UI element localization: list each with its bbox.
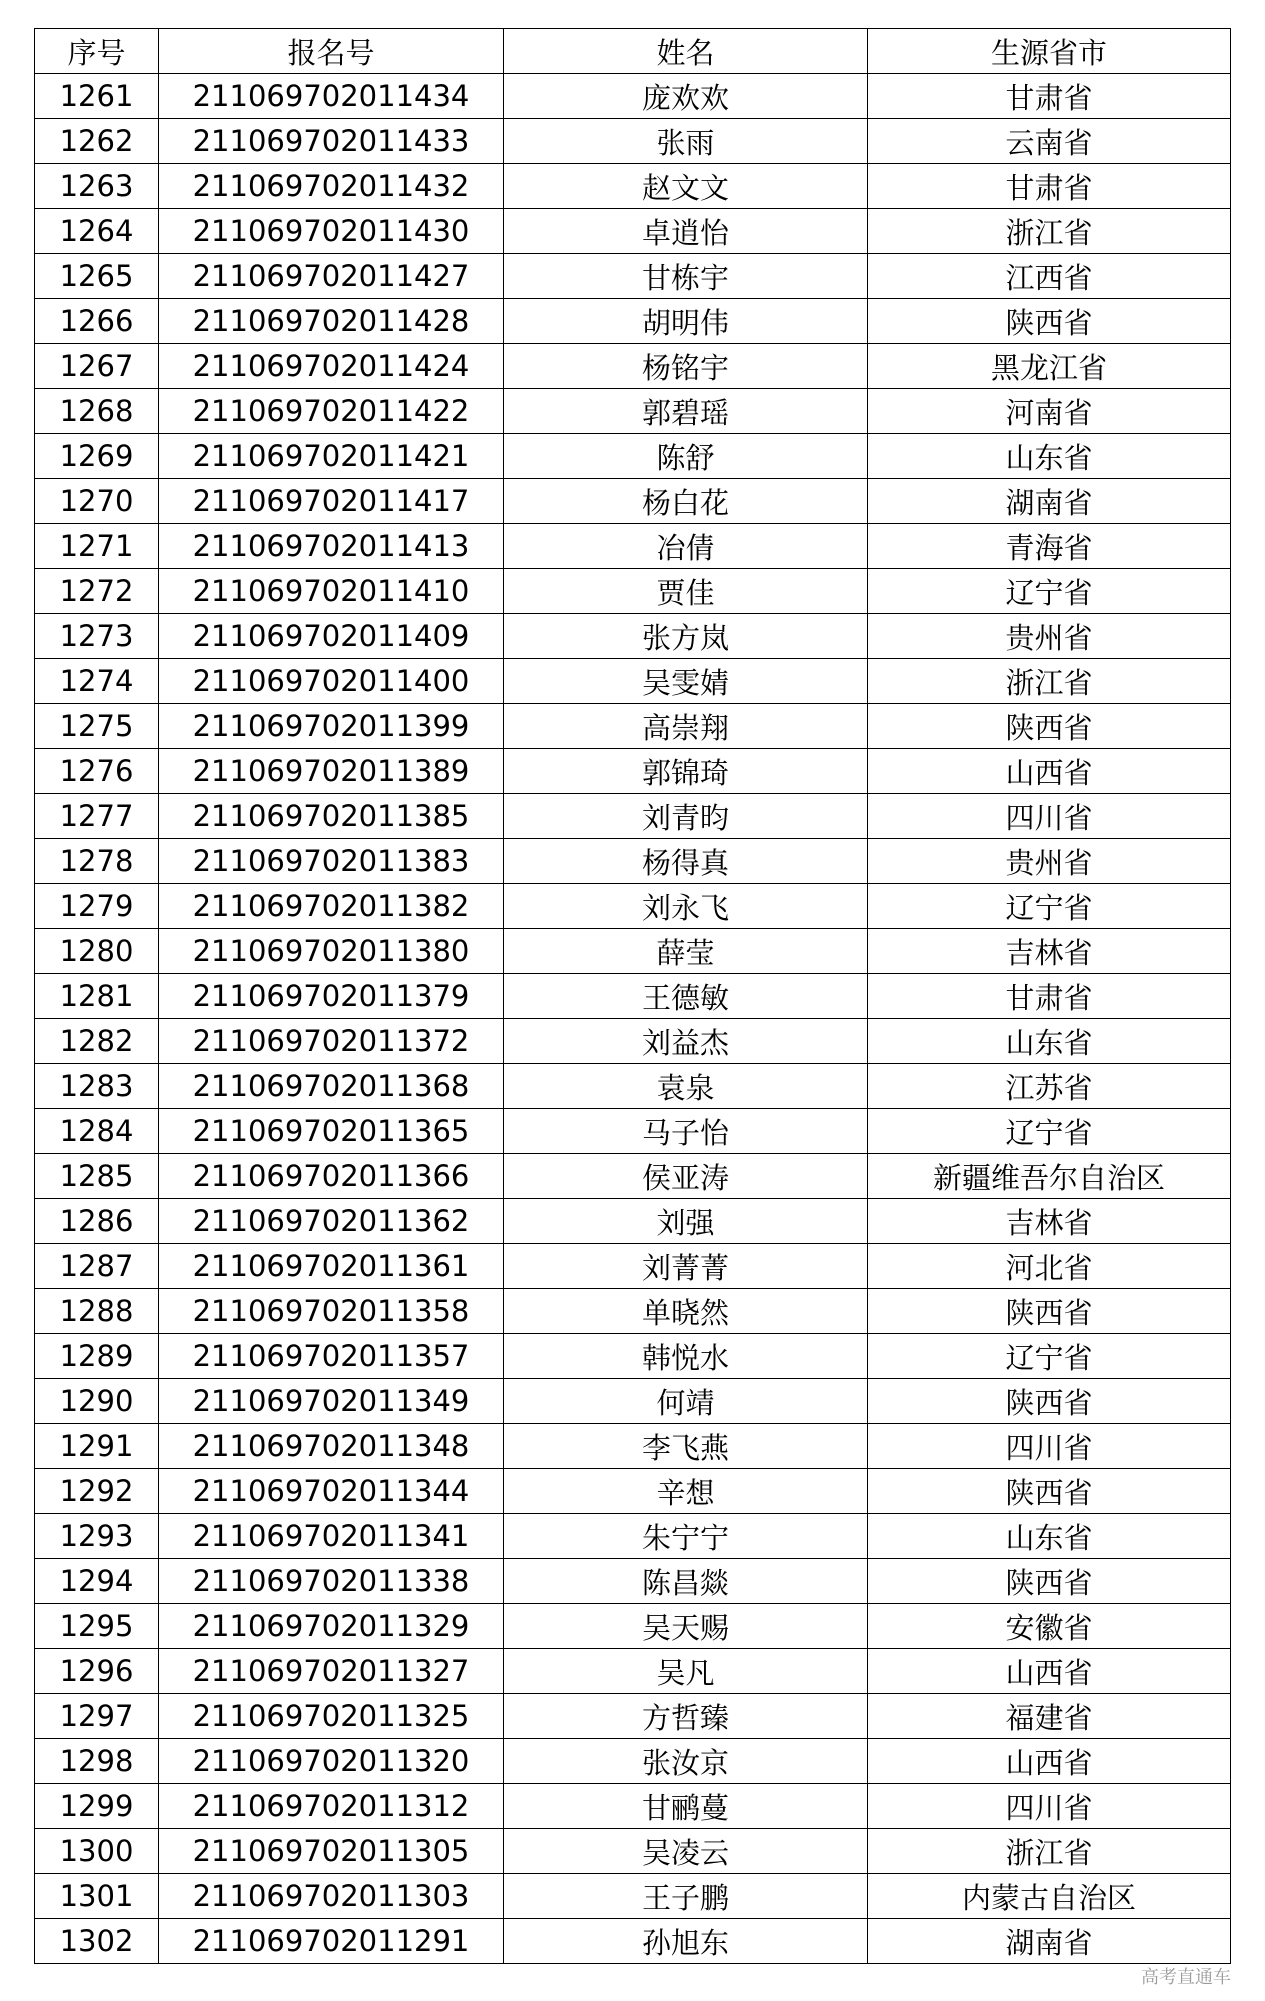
cell-registration-no: 211069702011291 <box>159 1919 504 1964</box>
cell-seq: 1286 <box>35 1199 159 1244</box>
table-row <box>35 1109 1231 1154</box>
cell-province: 辽宁省 <box>868 1109 1231 1154</box>
cell-registration-no: 211069702011338 <box>159 1559 504 1604</box>
cell-seq: 1278 <box>35 839 159 884</box>
cell-province: 贵州省 <box>868 839 1231 884</box>
cell-registration-no: 211069702011382 <box>159 884 504 929</box>
cell-province: 河南省 <box>868 389 1231 434</box>
table-row <box>35 1199 1231 1244</box>
cell-name: 王子鹏 <box>504 1874 868 1919</box>
cell-province: 浙江省 <box>868 659 1231 704</box>
cell-seq: 1288 <box>35 1289 159 1334</box>
table-row <box>35 209 1231 254</box>
cell-registration-no: 211069702011349 <box>159 1379 504 1424</box>
cell-seq: 1296 <box>35 1649 159 1694</box>
cell-name: 吴雯婧 <box>504 659 868 704</box>
cell-name: 赵文文 <box>504 164 868 209</box>
cell-province: 安徽省 <box>868 1604 1231 1649</box>
cell-seq: 1290 <box>35 1379 159 1424</box>
cell-province: 浙江省 <box>868 209 1231 254</box>
cell-seq: 1281 <box>35 974 159 1019</box>
cell-registration-no: 211069702011400 <box>159 659 504 704</box>
cell-seq: 1293 <box>35 1514 159 1559</box>
cell-seq: 1292 <box>35 1469 159 1514</box>
cell-name: 方哲臻 <box>504 1694 868 1739</box>
cell-name: 刘青昀 <box>504 794 868 839</box>
cell-province: 湖南省 <box>868 479 1231 524</box>
table-row <box>35 704 1231 749</box>
cell-province: 辽宁省 <box>868 569 1231 614</box>
cell-seq: 1272 <box>35 569 159 614</box>
cell-province: 黑龙江省 <box>868 344 1231 389</box>
cell-name: 卓逍怡 <box>504 209 868 254</box>
cell-registration-no: 211069702011417 <box>159 479 504 524</box>
cell-seq: 1284 <box>35 1109 159 1154</box>
cell-province: 山东省 <box>868 434 1231 479</box>
cell-seq: 1270 <box>35 479 159 524</box>
cell-seq: 1282 <box>35 1019 159 1064</box>
table-row <box>35 929 1231 974</box>
cell-name: 贾佳 <box>504 569 868 614</box>
cell-name: 刘益杰 <box>504 1019 868 1064</box>
table-row <box>35 1289 1231 1334</box>
cell-province: 四川省 <box>868 1784 1231 1829</box>
table-row <box>35 659 1231 704</box>
cell-seq: 1301 <box>35 1874 159 1919</box>
header-seq: 序号 <box>35 29 159 74</box>
cell-name: 吴天赐 <box>504 1604 868 1649</box>
cell-province: 福建省 <box>868 1694 1231 1739</box>
cell-province: 吉林省 <box>868 929 1231 974</box>
cell-registration-no: 211069702011433 <box>159 119 504 164</box>
cell-seq: 1291 <box>35 1424 159 1469</box>
cell-seq: 1302 <box>35 1919 159 1964</box>
cell-registration-no: 211069702011409 <box>159 614 504 659</box>
cell-name: 甘栋宇 <box>504 254 868 299</box>
cell-name: 刘永飞 <box>504 884 868 929</box>
table-row <box>35 1514 1231 1559</box>
table-row <box>35 1739 1231 1784</box>
cell-name: 朱宁宁 <box>504 1514 868 1559</box>
cell-seq: 1280 <box>35 929 159 974</box>
cell-name: 陈昌燚 <box>504 1559 868 1604</box>
table-row <box>35 1559 1231 1604</box>
cell-name: 陈舒 <box>504 434 868 479</box>
cell-province: 甘肃省 <box>868 974 1231 1019</box>
cell-seq: 1262 <box>35 119 159 164</box>
table-row <box>35 119 1231 164</box>
cell-province: 陕西省 <box>868 1289 1231 1334</box>
table-row <box>35 1064 1231 1109</box>
cell-seq: 1261 <box>35 74 159 119</box>
table-row <box>35 1019 1231 1064</box>
cell-name: 李飞燕 <box>504 1424 868 1469</box>
cell-name: 甘鹂蔓 <box>504 1784 868 1829</box>
cell-province: 浙江省 <box>868 1829 1231 1874</box>
watermark-text: 高考直通车 <box>1141 1967 1231 1988</box>
cell-name: 吴凡 <box>504 1649 868 1694</box>
cell-seq: 1263 <box>35 164 159 209</box>
cell-seq: 1277 <box>35 794 159 839</box>
cell-seq: 1267 <box>35 344 159 389</box>
cell-name: 张雨 <box>504 119 868 164</box>
cell-province: 陕西省 <box>868 1379 1231 1424</box>
cell-registration-no: 211069702011380 <box>159 929 504 974</box>
table-row <box>35 1424 1231 1469</box>
cell-name: 韩悦水 <box>504 1334 868 1379</box>
cell-registration-no: 211069702011422 <box>159 389 504 434</box>
cell-province: 陕西省 <box>868 704 1231 749</box>
table-row <box>35 1919 1231 1964</box>
cell-registration-no: 211069702011303 <box>159 1874 504 1919</box>
cell-registration-no: 211069702011305 <box>159 1829 504 1874</box>
cell-name: 吴凌云 <box>504 1829 868 1874</box>
cell-name: 单晓然 <box>504 1289 868 1334</box>
cell-province: 辽宁省 <box>868 884 1231 929</box>
cell-seq: 1274 <box>35 659 159 704</box>
cell-name: 马子怡 <box>504 1109 868 1154</box>
cell-name: 杨得真 <box>504 839 868 884</box>
table-row <box>35 1244 1231 1289</box>
table-row <box>35 1784 1231 1829</box>
table-header <box>35 29 1231 74</box>
cell-province: 四川省 <box>868 794 1231 839</box>
table-row <box>35 479 1231 524</box>
cell-registration-no: 211069702011430 <box>159 209 504 254</box>
cell-province: 湖南省 <box>868 1919 1231 1964</box>
cell-seq: 1268 <box>35 389 159 434</box>
header-province: 生源省市 <box>868 29 1231 74</box>
table-row <box>35 884 1231 929</box>
cell-seq: 1289 <box>35 1334 159 1379</box>
cell-registration-no: 211069702011379 <box>159 974 504 1019</box>
table-row <box>35 794 1231 839</box>
table-row <box>35 1469 1231 1514</box>
cell-name: 张汝京 <box>504 1739 868 1784</box>
cell-seq: 1283 <box>35 1064 159 1109</box>
cell-registration-no: 211069702011383 <box>159 839 504 884</box>
table-row <box>35 299 1231 344</box>
table-row <box>35 569 1231 614</box>
cell-province: 内蒙古自治区 <box>868 1874 1231 1919</box>
cell-name: 高崇翔 <box>504 704 868 749</box>
cell-registration-no: 211069702011413 <box>159 524 504 569</box>
cell-seq: 1273 <box>35 614 159 659</box>
cell-registration-no: 211069702011410 <box>159 569 504 614</box>
cell-registration-no: 211069702011357 <box>159 1334 504 1379</box>
cell-province: 青海省 <box>868 524 1231 569</box>
cell-province: 河北省 <box>868 1244 1231 1289</box>
table-row <box>35 164 1231 209</box>
cell-province: 江苏省 <box>868 1064 1231 1109</box>
cell-province: 江西省 <box>868 254 1231 299</box>
cell-name: 郭碧瑶 <box>504 389 868 434</box>
table-row <box>35 1334 1231 1379</box>
cell-registration-no: 211069702011325 <box>159 1694 504 1739</box>
cell-registration-no: 211069702011358 <box>159 1289 504 1334</box>
cell-registration-no: 211069702011428 <box>159 299 504 344</box>
cell-province: 云南省 <box>868 119 1231 164</box>
cell-registration-no: 211069702011361 <box>159 1244 504 1289</box>
cell-registration-no: 211069702011312 <box>159 1784 504 1829</box>
cell-registration-no: 211069702011399 <box>159 704 504 749</box>
cell-province: 陕西省 <box>868 299 1231 344</box>
cell-seq: 1285 <box>35 1154 159 1199</box>
cell-seq: 1295 <box>35 1604 159 1649</box>
table-row <box>35 254 1231 299</box>
cell-seq: 1300 <box>35 1829 159 1874</box>
cell-registration-no: 211069702011389 <box>159 749 504 794</box>
cell-registration-no: 211069702011341 <box>159 1514 504 1559</box>
cell-name: 刘强 <box>504 1199 868 1244</box>
cell-province: 新疆维吾尔自治区 <box>868 1154 1231 1199</box>
cell-seq: 1265 <box>35 254 159 299</box>
cell-seq: 1269 <box>35 434 159 479</box>
cell-registration-no: 211069702011385 <box>159 794 504 839</box>
table-row <box>35 434 1231 479</box>
cell-registration-no: 211069702011434 <box>159 74 504 119</box>
admission-list-table <box>34 28 1231 1964</box>
table-row <box>35 1604 1231 1649</box>
cell-registration-no: 211069702011424 <box>159 344 504 389</box>
cell-name: 薛莹 <box>504 929 868 974</box>
table-row <box>35 1829 1231 1874</box>
cell-registration-no: 211069702011362 <box>159 1199 504 1244</box>
cell-province: 甘肃省 <box>868 74 1231 119</box>
cell-seq: 1275 <box>35 704 159 749</box>
cell-province: 山西省 <box>868 1739 1231 1784</box>
table-body <box>35 74 1231 1964</box>
cell-registration-no: 211069702011366 <box>159 1154 504 1199</box>
table-row <box>35 1154 1231 1199</box>
cell-name: 王德敏 <box>504 974 868 1019</box>
header-registration-no: 报名号 <box>159 29 504 74</box>
cell-name: 张方岚 <box>504 614 868 659</box>
table-row <box>35 974 1231 1019</box>
table-row <box>35 524 1231 569</box>
table-row <box>35 614 1231 659</box>
table-row <box>35 1649 1231 1694</box>
table-row <box>35 389 1231 434</box>
cell-province: 四川省 <box>868 1424 1231 1469</box>
cell-province: 山东省 <box>868 1019 1231 1064</box>
cell-province: 贵州省 <box>868 614 1231 659</box>
cell-seq: 1297 <box>35 1694 159 1739</box>
cell-seq: 1264 <box>35 209 159 254</box>
cell-registration-no: 211069702011365 <box>159 1109 504 1154</box>
cell-province: 山东省 <box>868 1514 1231 1559</box>
cell-name: 庞欢欢 <box>504 74 868 119</box>
cell-seq: 1279 <box>35 884 159 929</box>
cell-name: 胡明伟 <box>504 299 868 344</box>
cell-seq: 1294 <box>35 1559 159 1604</box>
cell-name: 冶倩 <box>504 524 868 569</box>
cell-seq: 1287 <box>35 1244 159 1289</box>
cell-registration-no: 211069702011320 <box>159 1739 504 1784</box>
cell-province: 辽宁省 <box>868 1334 1231 1379</box>
cell-registration-no: 211069702011427 <box>159 254 504 299</box>
table-row <box>35 1694 1231 1739</box>
table-row <box>35 749 1231 794</box>
admission-list-table-container <box>34 28 1230 1964</box>
table-row <box>35 1874 1231 1919</box>
cell-name: 刘菁菁 <box>504 1244 868 1289</box>
cell-province: 陕西省 <box>868 1559 1231 1604</box>
cell-seq: 1271 <box>35 524 159 569</box>
cell-name: 杨铭宇 <box>504 344 868 389</box>
table-row <box>35 1379 1231 1424</box>
table-row <box>35 839 1231 884</box>
cell-registration-no: 211069702011372 <box>159 1019 504 1064</box>
cell-name: 辛想 <box>504 1469 868 1514</box>
cell-registration-no: 211069702011432 <box>159 164 504 209</box>
cell-name: 杨白花 <box>504 479 868 524</box>
cell-name: 侯亚涛 <box>504 1154 868 1199</box>
cell-registration-no: 211069702011368 <box>159 1064 504 1109</box>
cell-seq: 1298 <box>35 1739 159 1784</box>
cell-seq: 1299 <box>35 1784 159 1829</box>
cell-registration-no: 211069702011421 <box>159 434 504 479</box>
cell-province: 甘肃省 <box>868 164 1231 209</box>
cell-seq: 1266 <box>35 299 159 344</box>
cell-province: 陕西省 <box>868 1469 1231 1514</box>
cell-name: 袁泉 <box>504 1064 868 1109</box>
cell-province: 山西省 <box>868 749 1231 794</box>
cell-registration-no: 211069702011344 <box>159 1469 504 1514</box>
cell-seq: 1276 <box>35 749 159 794</box>
cell-name: 郭锦琦 <box>504 749 868 794</box>
header-name: 姓名 <box>504 29 868 74</box>
cell-province: 吉林省 <box>868 1199 1231 1244</box>
cell-registration-no: 211069702011327 <box>159 1649 504 1694</box>
cell-name: 何靖 <box>504 1379 868 1424</box>
table-row <box>35 344 1231 389</box>
cell-registration-no: 211069702011329 <box>159 1604 504 1649</box>
table-row <box>35 74 1231 119</box>
cell-province: 山西省 <box>868 1649 1231 1694</box>
header-row <box>35 29 1231 74</box>
cell-registration-no: 211069702011348 <box>159 1424 504 1469</box>
cell-name: 孙旭东 <box>504 1919 868 1964</box>
